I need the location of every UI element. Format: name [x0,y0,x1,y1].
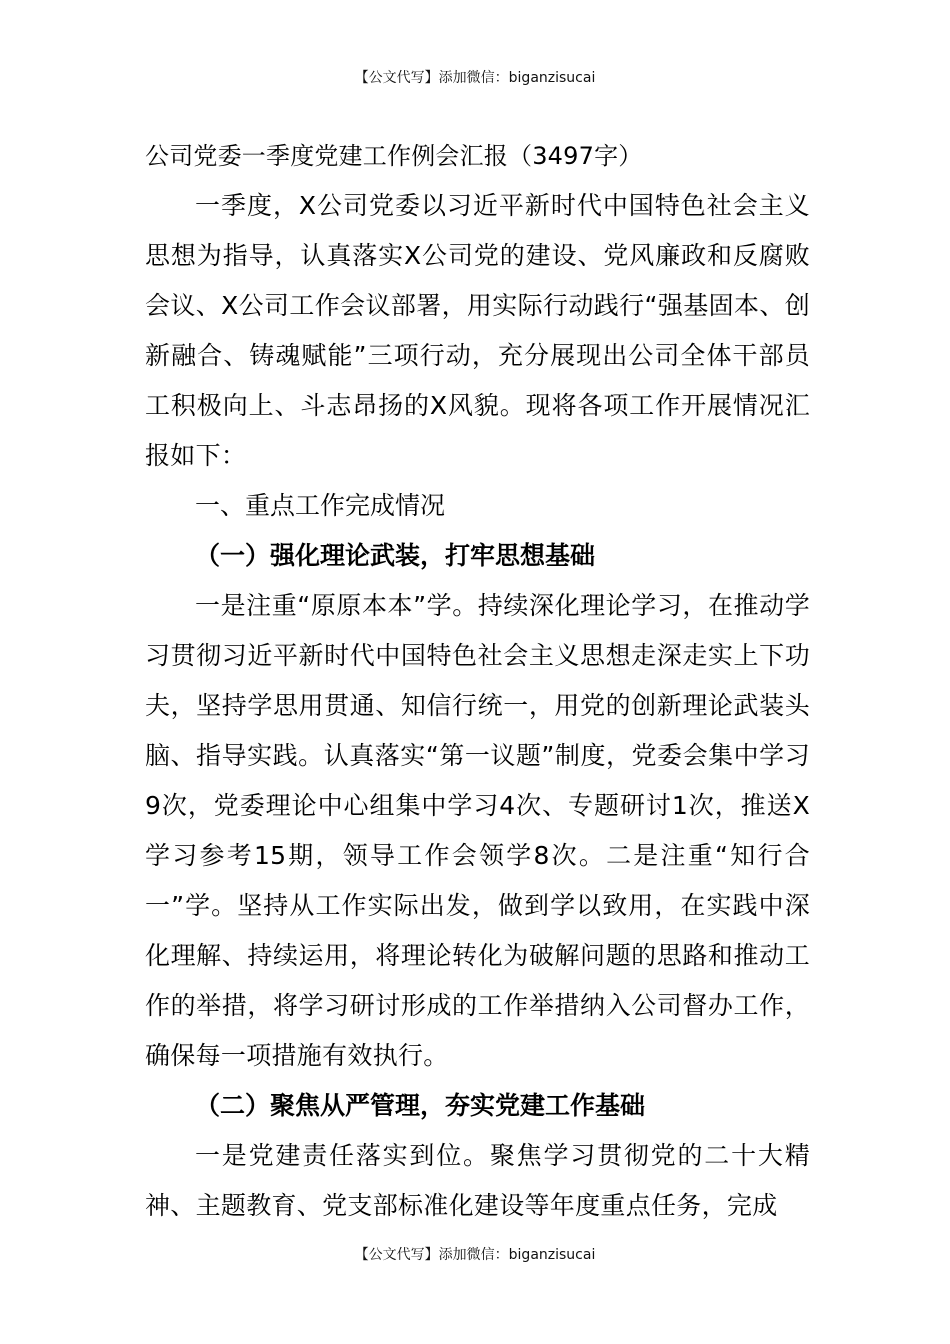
document-body [145,131,810,1231]
subsection-heading-2: （二）聚焦从严管理，夯实党建工作基础 [195,1091,646,1120]
subsection-1-paragraph: 一是注重“原原本本”学。持续深化理论学习，在推动学习贯彻习近平新时代中国特色社会主义思想走深走实上下功夫，坚持学思用贯通、知信行统一，用党的创新理论武装头脑、指导实践。认真落实“第一议题”制度，党委会集中学习9次，党委理论中心组集中学习4次、专题研讨1次，推送X学习参考15期，领导工作会领学8次。二是注重“知行合一”学。坚持从工作实际出发，做到学以致用，在实践中深化理解、持续运用，将理论转化为破解问题的思路和推动工作的举措，将学习研讨形成的工作举措纳入公司督办工作，确保每一项措施有效执行。 [145,591,810,1070]
section-heading-1: 一、重点工作完成情况 [195,491,446,520]
page-header: 【公文代写】添加微信：biganzisucai [354,70,596,86]
intro-paragraph: 一季度，X公司党委以习近平新时代中国特色社会主义思想为指导，认真落实X公司党的建设、党风廉政和反腐败会议、X公司工作会议部署，用实际行动践行“强基固本、创新融合、铸魂赋能”三项行动，充分展现出公司全体干部员工积极向上、斗志昂扬的X风貌。现将各项工作开展情况汇报如下： [145,191,810,470]
document-title: 公司党委一季度党建工作例会汇报（3497字） [145,142,643,170]
subsection-heading-1: （一）强化理论武装，打牢思想基础 [195,541,596,570]
page-footer: 【公文代写】添加微信：biganzisucai [354,1247,596,1263]
subsection-2-paragraph: 一是党建责任落实到位。聚焦学习贯彻党的二十大精神、主题教育、党支部标准化建设等年度重点任务，完成 [145,1141,810,1220]
